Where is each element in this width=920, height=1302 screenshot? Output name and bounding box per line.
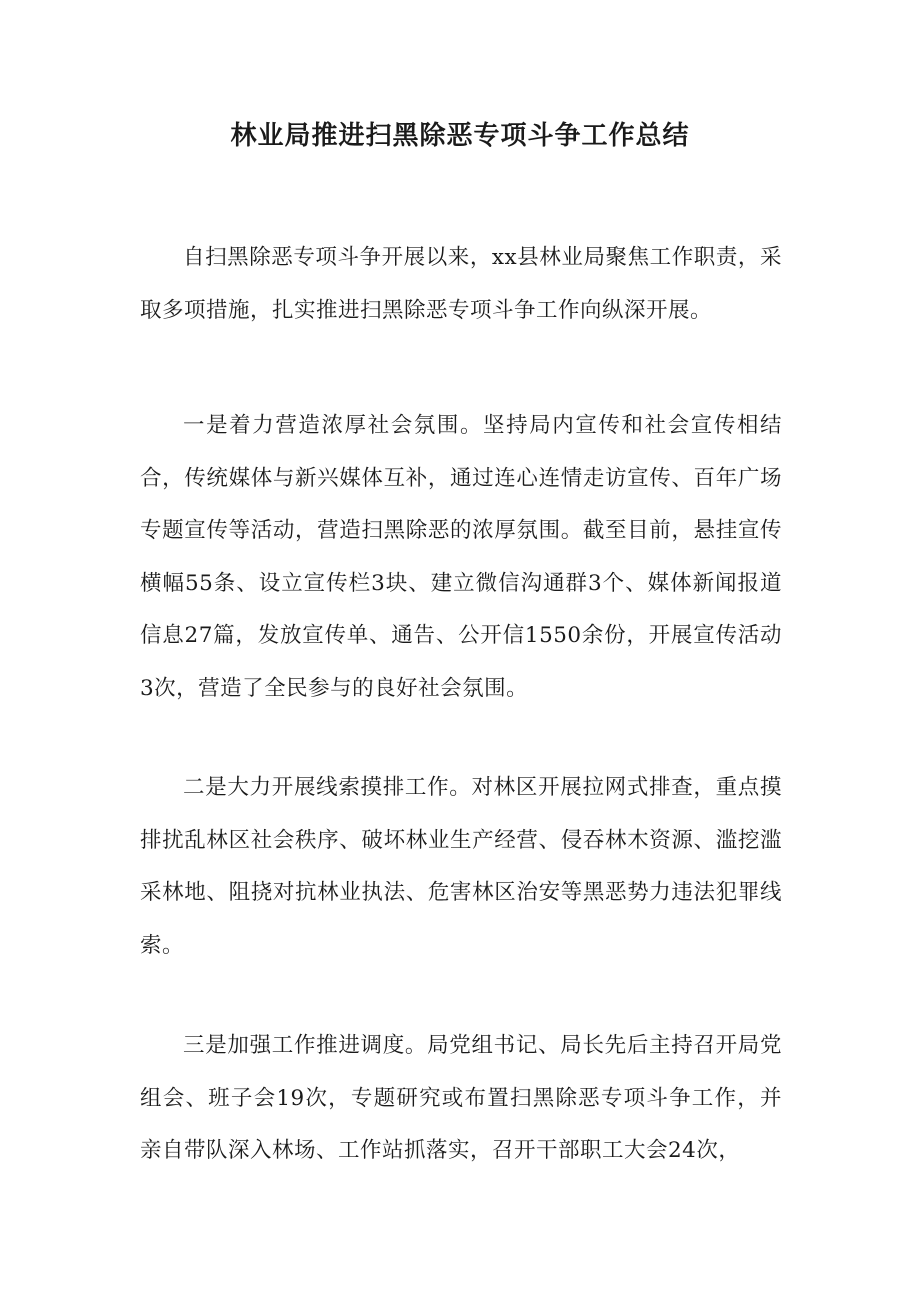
paragraph-intro: 自扫黑除恶专项斗争开展以来，xx县林业局聚焦工作职责，采取多项措施，扎实推进扫黑除恶专项斗争工作向纵深开展。 [140, 245, 782, 323]
paragraph-work-scheduling: 三是加强工作推进调度。局党组书记、局长先后主持召开局党组会、班子会19次，专题研究或布置扫黑除恶专项斗争工作，并亲自带队深入林场、工作站抓落实，召开干部职工大会24次， [140, 1033, 782, 1163]
paragraph-clue-investigation: 二是大力开展线索摸排工作。对林区开展拉网式排查，重点摸排扰乱林区社会秩序、破坏林业生产经营、侵吞林木资源、滥挖滥采林地、阻挠对抗林业执法、危害林区治安等黑恶势力违法犯罪线索。 [140, 775, 782, 958]
document-title: 林业局推进扫黑除恶专项斗争工作总结 [230, 121, 690, 151]
paragraph-publicity: 一是着力营造浓厚社会氛围。坚持局内宣传和社会宣传相结合，传统媒体与新兴媒体互补，通过连心连情走访宣传、百年广场专题宣传等活动，营造扫黑除恶的浓厚氛围。截至目前，悬挂宣传横幅55条、设立宣传栏3块、建立微信沟通群3个、媒体新闻报道信息27篇，发放宣传单、通告、公开信1550余份，开展宣传活动3次，营造了全民参与的良好社会氛围。 [140, 413, 782, 701]
